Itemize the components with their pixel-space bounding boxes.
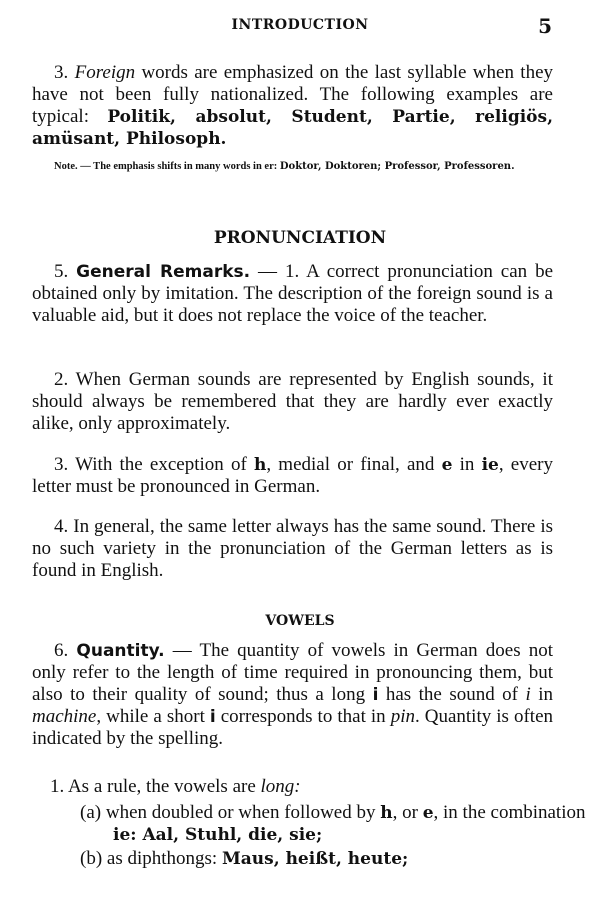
section-heading-vowels: VOWELS [265,613,335,629]
note-text: — The emphasis shifts in many words in er: [77,161,280,172]
running-title: INTRODUCTION [231,17,369,33]
page-number: 5 [538,14,552,38]
para-number: 3. [54,62,69,83]
fraktur-letter: e [441,455,453,475]
fraktur-letter: ie [481,455,499,475]
paragraph-title: Quantity. [76,641,165,661]
list-item-a: (a) when doubled or when followed by h, or e, in the combination ie: Aal, Stuhl, die, sie; [80,802,586,845]
list-item-1: 1. As a rule, the vowels are long: [50,776,301,797]
fraktur-letter: h [253,455,267,475]
para-text: words are emphasized on the last syllable when they have not been fully nationalized. The following examples are typical: [32,62,553,127]
paragraph-5 [32,261,553,327]
fraktur-examples: Politik, absolut, Student, Partie, religiös, amüsant, Philosoph. [32,107,554,149]
note [32,160,553,174]
bold-letter: i [209,707,216,727]
fraktur-letter: h [380,803,393,823]
para-text: — 1. A correct pronunciation can be obtained only by imitation. The description of the foreign sound is a valuable aid, but it does not replace the voice of the teacher. [32,261,554,326]
paragraph-title: General Remarks. [76,262,251,282]
paragraph-5-4: 4. In general, the same letter always has the same sound. There is no such variety in the pronunciation of the German letters as is found in English. [32,516,553,581]
fraktur-letter: e [422,803,434,823]
para-number: 6. [54,640,69,661]
paragraph-5-2: 2. When German sounds are represented by English sounds, it should always be remembered that they are hardly ever exactly alike, only approximately. [32,369,553,434]
paragraph-3 [32,62,553,150]
note-examples: Doktor, Doktoren; Professor, Professoren. [279,161,515,172]
list-item-b: (b) as diphthongs: Maus, heißt, heute; [80,848,409,869]
bold-letter: i [372,685,379,705]
fraktur-examples: Aal, Stuhl, die, sie; [136,825,323,845]
paragraph-5-3: 3. With the exception of h, medial or final, and e in ie, every letter must be pronounced in German. [32,454,553,497]
paragraph-6: 6. Quantity. — The quantity of vowels in German does not only refer to the length of time required in pronouncing them, but also to their quality of sound; thus a long i has the sound of i in machine, while a short i corresponds to that in pin. Quantity is often indicated by the spelling. [32,640,554,749]
fraktur-examples: Maus, heißt, heute; [221,849,409,869]
section-heading-pronunciation: PRONUNCIATION [213,228,387,248]
fraktur-letter: ie: [113,825,137,845]
emphasized-word: Foreign [74,62,136,83]
note-label: Note. [54,161,78,172]
para-number: 5. [54,261,69,282]
